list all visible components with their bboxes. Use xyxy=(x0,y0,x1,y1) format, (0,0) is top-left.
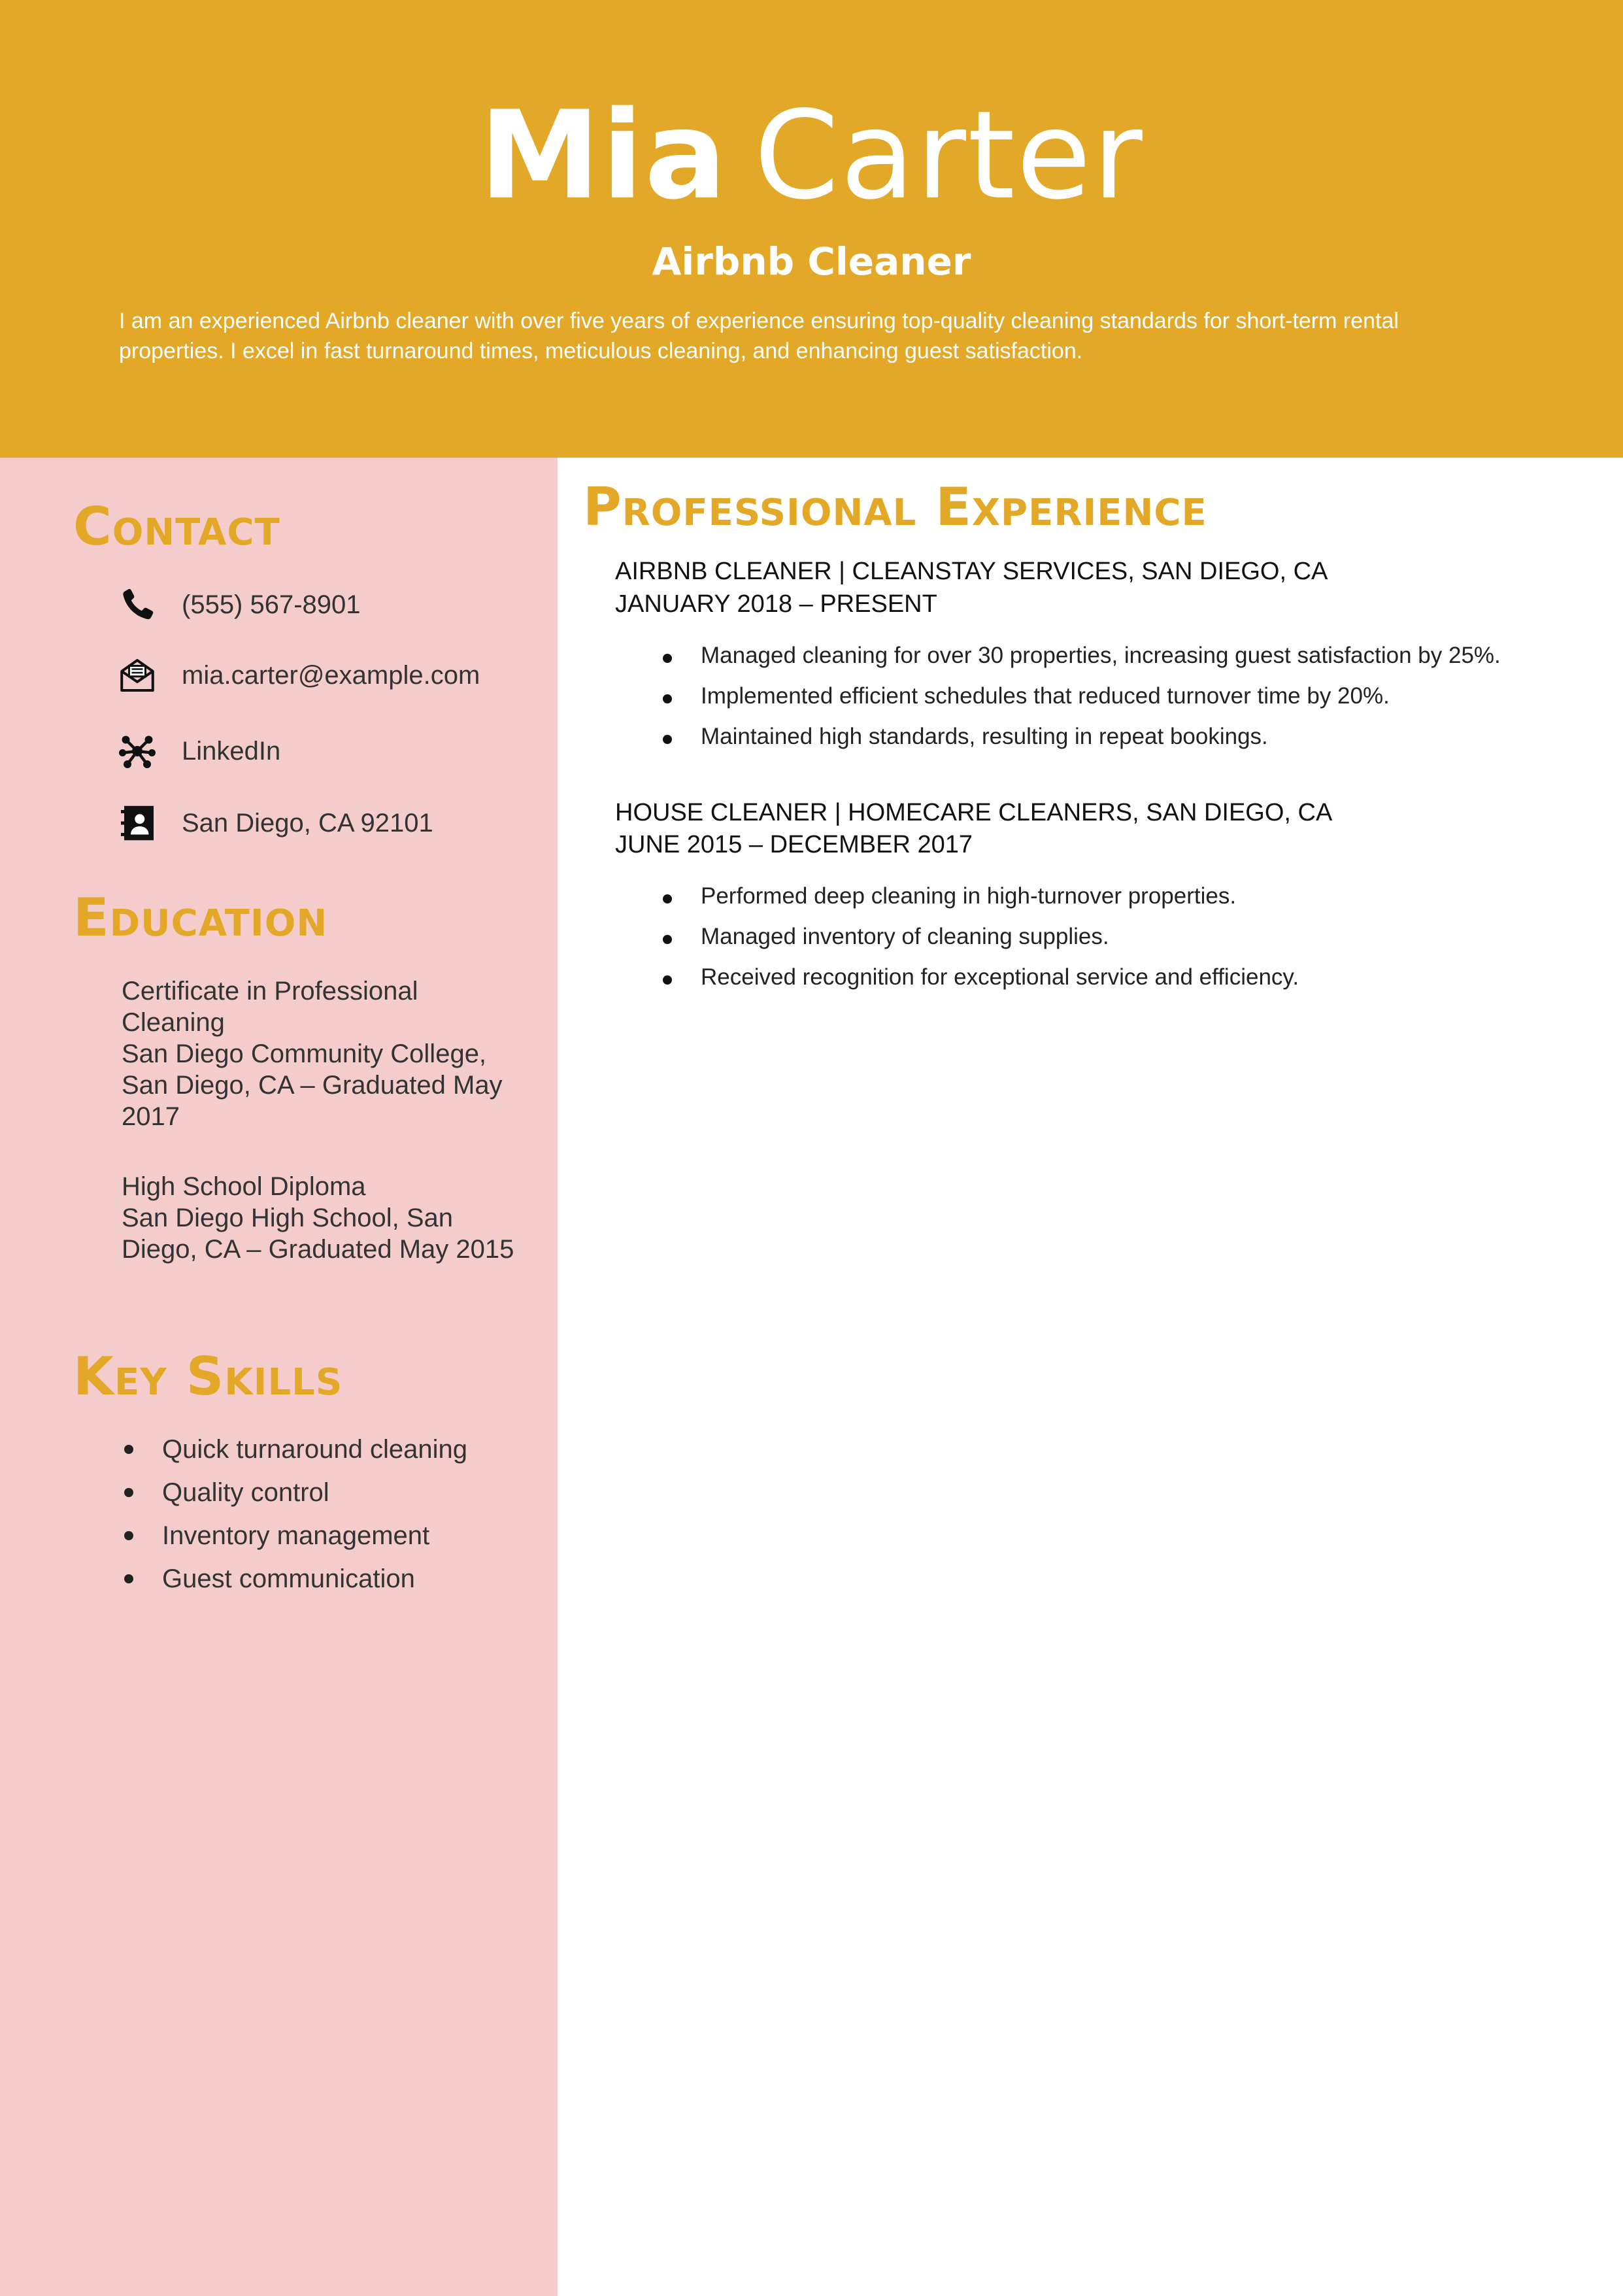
job-dates: JUNE 2015 – DECEMBER 2017 xyxy=(615,831,973,858)
job-title: AIRBNB CLEANER | CLEANSTAY SERVICES, SAN DIEGO, CA xyxy=(615,558,1328,585)
job-bullet: Received recognition for exceptional service and efficiency. xyxy=(663,957,1299,998)
education-entry xyxy=(122,1171,527,1265)
skill-item: Inventory management xyxy=(122,1514,467,1557)
experience-heading: Professional Experience xyxy=(583,477,1207,537)
profile-summary: I am an experienced Airbnb cleaner with over five years of experience ensuring top-quality cleaning standards for short-term rental properties. I excel in fast turnaround times, meticulous cleaning, and enhancing guest satisfaction. xyxy=(119,309,1399,363)
job-role: Airbnb Cleaner xyxy=(652,239,971,284)
education-details: San Diego High School, San Diego, CA – Graduated May 2015 xyxy=(122,1204,514,1264)
contact-linkedin xyxy=(118,725,536,777)
education-entry xyxy=(122,975,527,1132)
network-icon xyxy=(118,732,157,771)
contact-heading: Contact xyxy=(73,496,280,557)
header-banner xyxy=(0,0,1623,458)
skills-list xyxy=(122,1428,467,1600)
envelope-icon xyxy=(118,656,157,695)
job-title: HOUSE CLEANER | HOMECARE CLEANERS, SAN DIEGO, CA xyxy=(615,799,1333,826)
address-text: San Diego, CA 92101 xyxy=(182,809,433,837)
job-bullets xyxy=(663,876,1299,998)
skill-item: Quality control xyxy=(122,1471,467,1514)
job-bullet: Performed deep cleaning in high-turnover properties. xyxy=(663,876,1299,917)
first-name: Mia xyxy=(479,84,728,226)
phone-text: (555) 567-8901 xyxy=(182,590,361,619)
phone-icon xyxy=(118,585,157,624)
contact-phone xyxy=(118,579,536,631)
job-bullet: Managed cleaning for over 30 properties, increasing guest satisfaction by 25%. xyxy=(663,635,1501,676)
skill-item: Quick turnaround cleaning xyxy=(122,1428,467,1471)
skill-item: Guest communication xyxy=(122,1557,467,1600)
job-dates: JANUARY 2018 – PRESENT xyxy=(615,590,937,618)
job-bullets xyxy=(663,635,1501,757)
last-name: Carter xyxy=(754,84,1144,226)
job-bullet: Implemented efficient schedules that reduced turnover time by 20%. xyxy=(663,676,1501,717)
contact-email xyxy=(118,649,536,701)
skills-heading: Key Skills xyxy=(73,1346,343,1407)
job-bullet: Maintained high standards, resulting in repeat bookings. xyxy=(663,717,1501,757)
contact-book-icon xyxy=(118,803,157,843)
contact-address xyxy=(118,797,536,849)
linkedin-text[interactable]: LinkedIn xyxy=(182,737,281,766)
education-degree: Certificate in Professional Cleaning xyxy=(122,977,418,1037)
job-bullet: Managed inventory of cleaning supplies. xyxy=(663,917,1299,957)
email-text[interactable]: mia.carter@example.com xyxy=(182,661,480,690)
education-details: San Diego Community College, San Diego, CA – Graduated May 2017 xyxy=(122,1039,503,1131)
candidate-name xyxy=(0,84,1623,228)
education-heading: Education xyxy=(73,887,328,948)
education-degree: High School Diploma xyxy=(122,1172,366,1201)
